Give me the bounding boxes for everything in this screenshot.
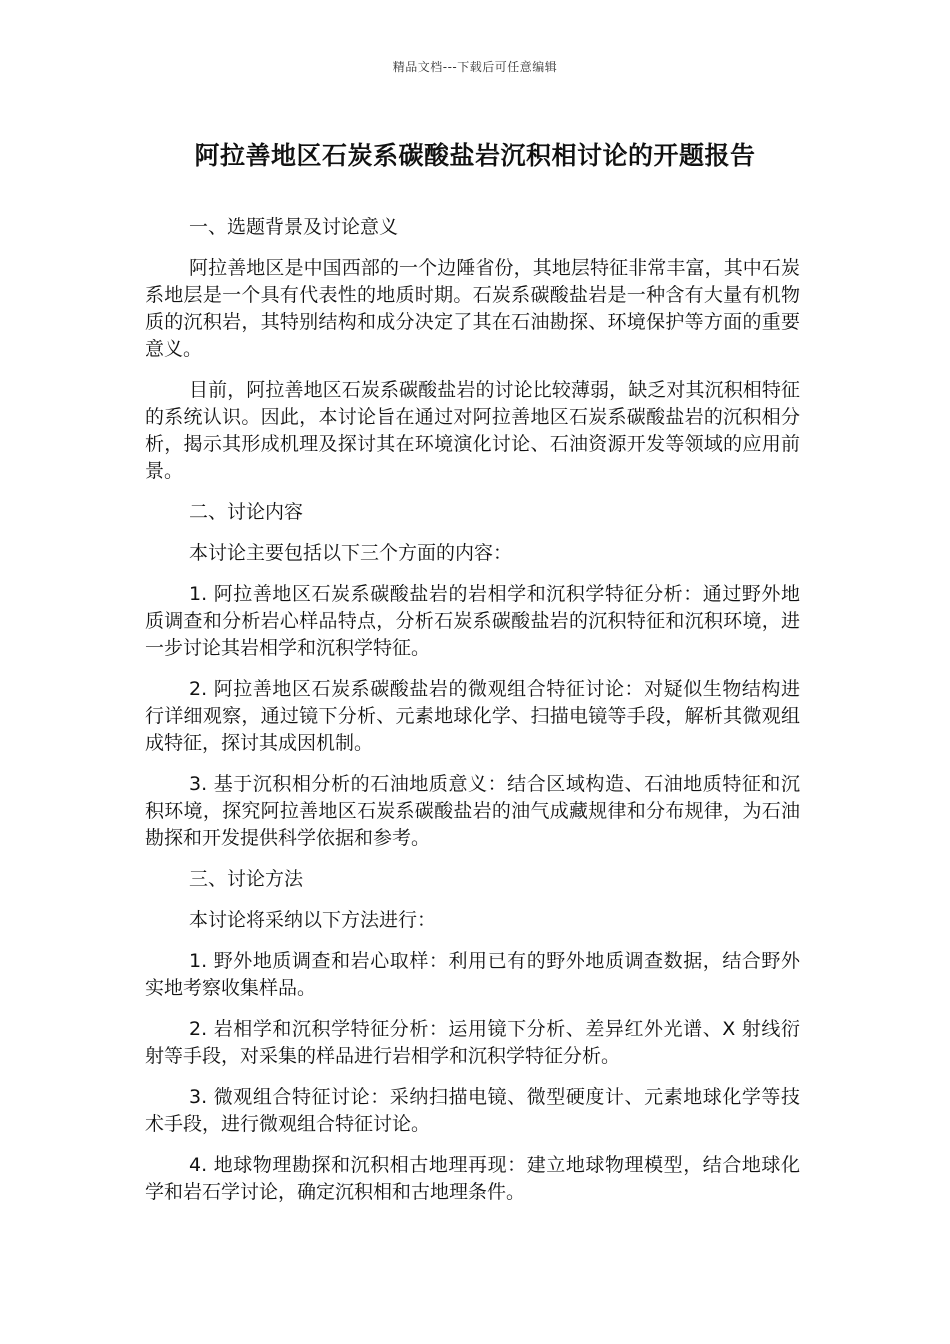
content-item-3: 3. 基于沉积相分析的石油地质意义：结合区域构造、石油地质特征和沉积环境，探究阿拉善地区石炭系碳酸盐岩的油气成藏规律和分布规律，为石油勘探和开发提供科学依据和参考。 xyxy=(145,773,800,849)
content-item-1: 1. 阿拉善地区石炭系碳酸盐岩的岩相学和沉积学特征分析：通过野外地质调查和分析岩心样品特点，分析石炭系碳酸盐岩的沉积特征和沉积环境，进一步讨论其岩相学和沉积学特征。 xyxy=(145,583,800,659)
paragraph-background: 阿拉善地区是中国西部的一个边陲省份，其地层特征非常丰富，其中石炭系地层是一个具有代表性的地质时期。石炭系碳酸盐岩是一种含有大量有机物质的沉积岩，其特别结构和成分决定了其在石油勘探、环境保护等方面的重要意义。 xyxy=(145,257,800,360)
method-item-3: 3. 微观组合特征讨论：采纳扫描电镜、微型硬度计、元素地球化学等技术手段，进行微观组合特征讨论。 xyxy=(145,1086,800,1135)
section-heading-content: 二、讨论内容 xyxy=(189,501,304,523)
document-title: 阿拉善地区石炭系碳酸盐岩沉积相讨论的开题报告 xyxy=(194,141,756,170)
document-body xyxy=(145,214,800,1220)
paragraph-current-status: 目前，阿拉善地区石炭系碳酸盐岩的讨论比较薄弱，缺乏对其沉积相特征的系统认识。因此，本讨论旨在通过对阿拉善地区石炭系碳酸盐岩的沉积相分析，揭示其形成机理及探讨其在环境演化讨论、石油资源开发等领域的应用前景。 xyxy=(145,379,800,482)
section-heading-methods: 三、讨论方法 xyxy=(189,868,304,890)
paragraph-content-intro: 本讨论主要包括以下三个方面的内容： xyxy=(189,542,513,564)
method-item-2: 2. 岩相学和沉积学特征分析：运用镜下分析、差异红外光谱、X 射线衍射等手段，对采集的样品进行岩相学和沉积学特征分析。 xyxy=(145,1018,800,1067)
watermark-header: 精品文档---下载后可任意编辑 xyxy=(392,60,558,74)
section-heading-background: 一、选题背景及讨论意义 xyxy=(189,216,399,238)
content-item-2: 2. 阿拉善地区石炭系碳酸盐岩的微观组合特征讨论：对疑似生物结构进行详细观察，通过镜下分析、元素地球化学、扫描电镜等手段，解析其微观组成特征，探讨其成因机制。 xyxy=(145,678,800,754)
method-item-1: 1. 野外地质调查和岩心取样：利用已有的野外地质调查数据，结合野外实地考察收集样品。 xyxy=(145,950,800,999)
method-item-4: 4. 地球物理勘探和沉积相古地理再现：建立地球物理模型，结合地球化学和岩石学讨论，确定沉积相和古地理条件。 xyxy=(145,1154,800,1203)
paragraph-methods-intro: 本讨论将采纳以下方法进行： xyxy=(189,909,437,931)
